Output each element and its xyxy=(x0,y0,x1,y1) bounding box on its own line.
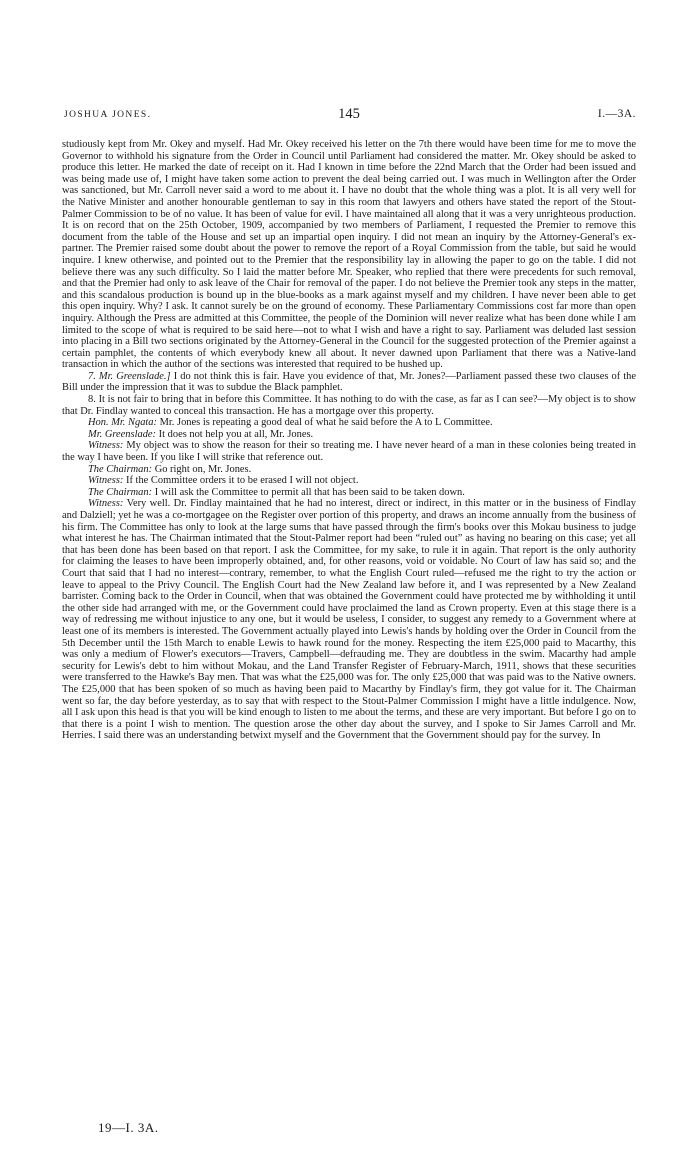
paragraph-text: Mr. Jones is repeating a good deal of what he said before the A to L Committee. xyxy=(157,417,493,429)
paragraph xyxy=(62,475,636,487)
paragraph xyxy=(62,498,636,741)
document-body xyxy=(62,139,636,742)
paragraph xyxy=(62,417,636,429)
paragraph xyxy=(62,429,636,441)
paragraph-speaker: Witness: xyxy=(88,498,124,510)
paragraph-speaker: Witness: xyxy=(88,440,124,452)
paragraph-speaker: Witness: xyxy=(88,475,124,487)
paragraph-speaker: The Chairman: xyxy=(88,463,153,475)
paragraph xyxy=(62,464,636,476)
paragraph-text: Very well. Dr. Findlay maintained that he had no interest, direct or indirect, in this matter or in the business of Findlay and Dalziell; yet he was a co-mortgagee on the Register over portion of this property, and draws an income annually from the business of his firm. The Committee has only to look at the large sums that have passed through the firm's books over this Mokau business to judge what interest he has. The Chairman intimated that the Stout-Palmer report had been “ruled out” as having no bearing on this case; yet all that has been done has been based on that report. I ask the Committee, for my sake, to rule it in again. That report is the only authority for claiming the leases to have been improperly obtained, and, for other reasons, void or voidable. No Court of law has said so; and the Court that said that I had no interest—contrary, remember, to what the English Court ruled—refused me the right to try the action or leave to appeal to the Privy Council. The English Court had the New Zealand law before it, and I was represented by a New Zealand barrister. Coming back to the Order in Council, when that was obtained the Government could have protected me by withholding it until the other side had arranged with me, or the Government could have proclaimed the land as Crown property. Even at this stage there is a way of redressing me without injustice to any one, but it would be useless, I consider, to suggest any remedy to a Government where at least one of its members is interested. The Government actually played into Lewis's hands by holding over the Order in Council from the 5th December until the 15th March to enable Lewis to hawk round for the money. Respecting the item £25,000 paid to Macarthy, this was only a medium of Flower's executors—Travers, Campbell—defrauding me. They are doubtless in the swim. Macarthy had ample security for Lewis's debt to him without Mokau, and the Land Transfer Register of February-March, 1911, shows that these securities were transferred to the Hawke's Bay men. That was what the £25,000 was for. The only £25,000 that was paid was to the Native owners. The £25,000 that has been spoken of so much as having been paid to Macarthy by Findlay's firm, they got value for it. The Chairman went so far, the day before yesterday, as to say that with respect to the Stout-Palmer Commission I might have a little indulgence. Now, all I ask upon this head is that you will be kind enough to listen to me about the terms, and these are very important. But before I go on to that there is a point I wish to mention. The question arose the other day about the survey, and I spoke to Sir James Carroll and Mr. Herries. I said there was an understanding betwixt myself and the Government that the Government should pay for the survey. In xyxy=(62,498,636,742)
paragraph xyxy=(62,371,636,394)
paragraph xyxy=(62,487,636,499)
paragraph-text: It does not help you at all, Mr. Jones. xyxy=(156,428,314,440)
paragraph-text: If the Committee orders it to be erased I will not object. xyxy=(123,475,359,487)
paragraph xyxy=(62,440,636,463)
paragraph-text: Go right on, Mr. Jones. xyxy=(152,463,252,475)
paragraph-speaker: The Chairman: xyxy=(88,486,153,498)
running-head-name: JOSHUA JONES. xyxy=(64,110,152,120)
paragraph xyxy=(62,139,636,371)
paragraph xyxy=(62,394,636,417)
paragraph-text: I will ask the Committee to permit all that has been said to be taken down. xyxy=(152,486,465,498)
page-number: 145 xyxy=(338,106,360,122)
paragraph-speaker: Mr. Greenslade: xyxy=(88,428,157,440)
paragraph-text: My object was to show the reason for their so treating me. I have never heard of a man in these colonies being treated in the way I have been. If you like I will strike that reference out. xyxy=(62,440,636,464)
paragraph-text: studiously kept from Mr. Okey and myself. Had Mr. Okey received his letter on the 7th there would have been time for me to move the Governor to withhold his signature from the Order in Council until Parliament had considered the matter. Mr. Okey should be asked to produce this letter. He marked the date of receipt on it. Had I known in time before the 22nd March that the Order had been issued and was being made use of, I might have taken some action to prevent the deal being carried out. I was much in Wellington after the Order was sanctioned, but Mr. Carroll never said a word to me about it. I have no doubt that the whole thing was a plot. It is all very well for the Native Minister and another honourable gentleman to say in this room that lawyers and others have stated the report of the Stout-Palmer Commission to be of no value. It has been of value for evil. I have maintained all along that it was a very unrighteous production. It is on record that on the 25th October, 1909, accompanied by two members of Parliament, I requested the Premier to remove this document from the table of the House and set up an impartial open inquiry. I did not mean an inquiry by the Attorney-General's ex-partner. The Premier raised some doubt about the power to remove the report of a Royal Commission from the table, but said he would inquire. I knew otherwise, and pointed out to the Premier that the responsibility lay in allowing the paper to go on the table. I did not believe there was any such difficulty. So I laid the matter before Mr. Speaker, who replied that there were precedents for such removal, and that the Premier had only to ask leave of the Chair for removal of the paper. I do not believe the Premier took any steps in the matter, and this scandalous production is bound up in the blue-books as a mark against myself and my children. I have never been able to get this open inquiry. Why? I ask. It cannot surely be on the ground of economy. These Parliamentary Commissions cost far more than open inquiry. Although the Press are admitted at this Committee, the people of the Dominion will never realize what has been done while I am limited to the scope of what is required to be said here—not to what I wish and have a right to say. Parliament was deluded last session into placing in a Bill two sections originated by the Attorney-General in the Council for the suggested protection of the Premier against a certain pamphlet, the contents of which everybody knew all about. It never dawned upon Parliament that there was a Native-land transaction in which the author of the sections was interested that required to be hushed up. xyxy=(62,139,636,371)
paragraph-speaker: Hon. Mr. Ngata: xyxy=(88,417,158,429)
document-reference: I.—3A. xyxy=(597,108,636,120)
page-signature: 19—I. 3A. xyxy=(98,1120,159,1135)
paragraph-speaker: 7. Mr. Greenslade.] xyxy=(88,370,171,382)
paragraph-text: I do not think this is fair. Have you evidence of that, Mr. Jones?—Parliament passed these two clauses of the Bill under the impression that it was to subdue the Black pamphlet. xyxy=(62,370,636,394)
paragraph-text: 8. It is not fair to bring that in before this Committee. It has nothing to do with the case, as far as I can see?—My object is to show that Dr. Findlay wanted to conceal this transaction. He has a mortgage over this property. xyxy=(62,394,636,417)
page-header xyxy=(62,106,636,128)
